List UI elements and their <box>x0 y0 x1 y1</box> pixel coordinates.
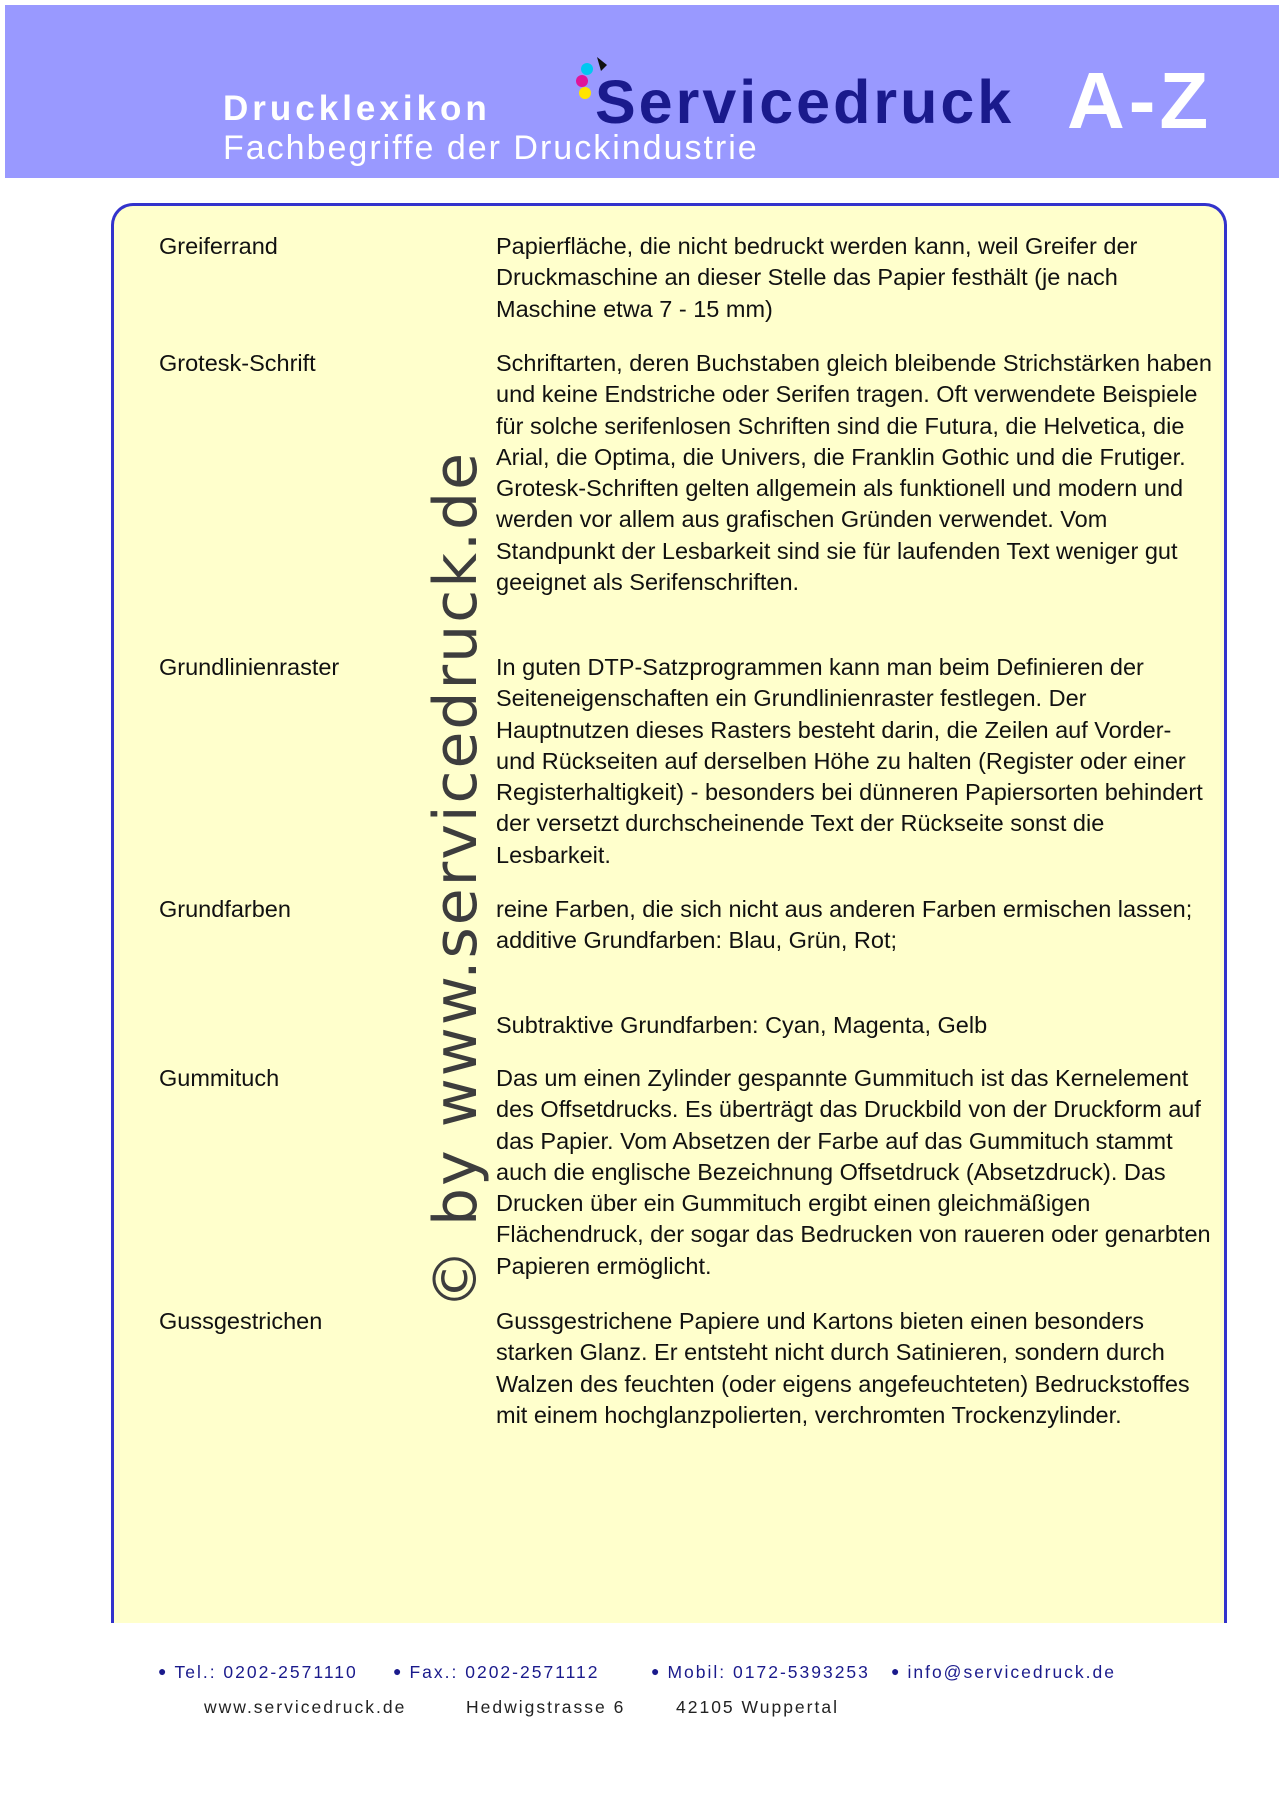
term-gussgestrichen: Gussgestrichen <box>159 1308 323 1334</box>
footer-city: 42105 Wuppertal <box>676 1697 839 1717</box>
footer-fax: ● Fax.: 0202-2571112 <box>393 1662 600 1682</box>
bullet-icon: ● <box>158 1663 169 1679</box>
term-greiferrand: Greiferrand <box>159 233 278 259</box>
footer-email[interactable]: ● info@servicedruck.de <box>891 1662 1117 1682</box>
copyright-watermark: © by www.servicedruck.de <box>421 450 491 1310</box>
definition-gussgestrichen: Gussgestrichene Papiere und Kartons bieten einen besonders starken Glanz. Er entsteht nicht durch Satinieren, sondern durch Walzen des feuchten (oder eigens angefeuchteten) Bedruckstoffes mit einem hochglanzpolierten, verchromten Trockenzylinder. <box>496 1308 1190 1428</box>
footer-mobile: ● Mobil: 0172-5393253 <box>651 1662 870 1682</box>
page-subtitle: Fachbegriffe der Druckindustrie <box>223 129 759 167</box>
bullet-icon: ● <box>891 1663 902 1679</box>
bullet-icon: ● <box>651 1663 662 1679</box>
logo-wordmark: Servicedruck <box>595 68 1015 136</box>
header-banner <box>5 5 1279 178</box>
term-grundfarben: Grundfarben <box>159 896 291 922</box>
footer-phone: ● Tel.: 0202-2571110 <box>158 1662 358 1682</box>
term-grundlinienraster: Grundlinienraster <box>159 654 340 680</box>
bullet-icon: ● <box>393 1663 404 1679</box>
term-gummituch: Gummituch <box>159 1065 280 1091</box>
definition-grundfarben-subtractive: Subtraktive Grundfarben: Cyan, Magenta, Gelb <box>496 1012 988 1038</box>
definition-grundlinienraster: In guten DTP-Satzprogrammen kann man beim Definieren der Seiteneigenschaften ein Grundlinienraster festlegen. Der Hauptnutzen dieses Rasters besteht darin, die Zeilen auf Vorder- und Rückseiten auf derselben Höhe zu halten (Register oder einer Registerhaltigkeit) - besonders bei dünneren Papiersorten behindert der versetzt durchscheinende Text der Rückseite sonst die Lesbarkeit. <box>496 654 1203 868</box>
definition-grundfarben: reine Farben, die sich nicht aus anderen Farben ermischen lassen; additive Grundfarben: Blau, Grün, Rot; <box>496 896 1193 954</box>
definition-gummituch: Das um einen Zylinder gespannte Gummituch ist das Kernelement des Offsetdrucks. Es überträgt das Druckbild von der Druckform auf das Papier. Vom Absetzen der Farbe auf das Gummituch stammt auch die englische Bezeichnung Offsetdruck (Absetzdruck). Das Drucken über ein Gummituch ergibt einen gleichmäßigen Flächendruck, der sogar das Bedrucken von raueren oder genarbten Papieren ermöglicht. <box>496 1065 1211 1279</box>
footer-website[interactable]: www.servicedruck.de <box>204 1697 407 1717</box>
range-label: A-Z <box>1067 56 1213 145</box>
definition-greiferrand: Papierfläche, die nicht bedruckt werden kann, weil Greifer der Druckmaschine an dieser Stelle das Papier festhält (je nach Maschine etwa 7 - 15 mm) <box>496 233 1138 322</box>
page-title: Drucklexikon <box>223 89 491 128</box>
term-grotesk-schrift: Grotesk-Schrift <box>159 350 316 376</box>
definition-grotesk-schrift: Schriftarten, deren Buchstaben gleich bleibende Strichstärken haben und keine Endstriche oder Serifen tragen. Oft verwendete Beispiele für solche serifenlosen Schriften sind die Futura, die Helvetica, die Arial, die Optima, die Univers, die Franklin Gothic und die Frutiger. Grotesk-Schriften gelten allgemein als funktionell und modern und werden vor allem aus grafischen Gründen verwendet. Vom Standpunkt der Lesbarkeit sind sie für laufenden Text weniger gut geeignet als Serifenschriften. <box>496 350 1212 596</box>
footer-street: Hedwigstrasse 6 <box>466 1697 626 1717</box>
